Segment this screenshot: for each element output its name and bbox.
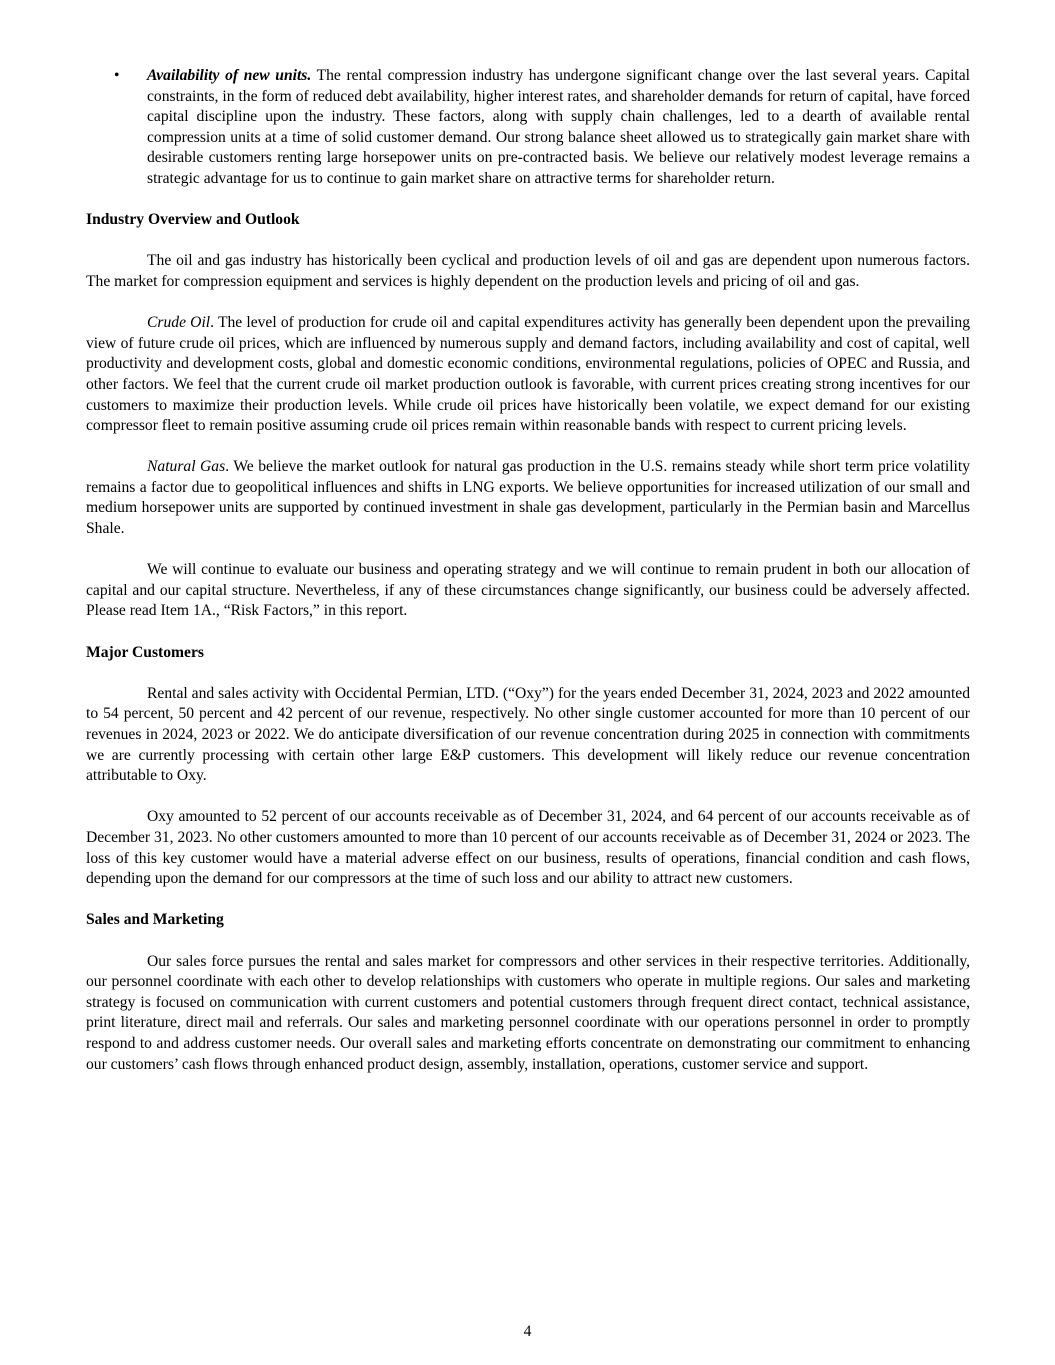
page-number: 4 — [523, 1323, 532, 1340]
crude-oil-paragraph — [86, 313, 970, 437]
bullet-text: The rental compression industry has undergone significant change over the last several years. Capital constraints, in the form of reduced debt availability, higher interest rates, and shareholder demands for return of capital, have forced capital discipline upon the industry. These factors, along with supply chain challenges, led to a dearth of available rental compression units at a time of solid customer demand. Our strong balance sheet allowed us to strategically gain market share with desirable customers renting large horsepower units on pre-contracted basis. We believe our relatively modest leverage remains a strategic advantage for us to continue to gain market share on attractive terms for shareholder return. — [147, 67, 970, 187]
section-heading-sales-marketing: Sales and Marketing — [86, 911, 224, 929]
customers-paragraph-1: Rental and sales activity with Occidental Permian, LTD. (“Oxy”) for the years ended December 31, 2024, 2023 and 2022 amounted to 54 percent, 50 percent and 42 percent of our revenue, respectively. No other single customer accounted for more than 10 percent of our revenues in 2024, 2023 or 2022. We do anticipate diversification of our revenue concentration during 2025 in connection with commitments we are currently processing with certain other large E&P customers. This development will likely reduce our revenue concentration attributable to Oxy. — [86, 684, 970, 785]
sales-paragraph: Our sales force pursues the rental and sales market for compressors and other services in their respective territories. Additionally, our personnel coordinate with each other to develop relationships with customers who operate in multiple regions. Our sales and marketing strategy is focused on communication with current customers and potential customers through frequent direct contact, technical assistance, print literature, direct mail and referrals. Our sales and marketing personnel coordinate with our operations personnel in order to promptly respond to and address customer needs. Our overall sales and marketing efforts concentrate on demonstrating our commitment to enhancing our customers’ cash flows through enhanced product design, assembly, installation, operations, customer service and support. — [86, 952, 970, 1073]
document-page — [86, 66, 970, 1075]
crude-oil-label: Crude Oil — [147, 314, 211, 332]
section-heading-major-customers: Major Customers — [86, 643, 204, 661]
bullet-paragraph — [147, 66, 970, 190]
natural-gas-paragraph — [86, 457, 970, 539]
crude-oil-text: . The level of production for crude oil and capital expenditures activity has generally been dependent upon the prevailing view of future crude oil prices, which are influenced by numerous supply and demand factors, including availability and cost of capital, well productivity and development costs, global and domestic economic conditions, environmental regulations, policies of OPEC and Russia, and other factors. We feel that the current crude oil market production outlook is favorable, with current prices creating strong incentives for our customers to maximize their production levels. While crude oil prices have historically been volatile, we expect demand for our existing compressor fleet to remain positive assuming crude oil prices remain within reasonable bands with respect to current pricing levels. — [86, 314, 971, 435]
bullet-glyph: • — [114, 67, 120, 84]
customers-paragraph-2: Oxy amounted to 52 percent of our accounts receivable as of December 31, 2024, and 64 percent of our accounts receivable as of December 31, 2023. No other customers amounted to more than 10 percent of our accounts receivable as of December 31, 2024 or 2023. The loss of this key customer would have a material adverse effect on our business, results of operations, financial condition and cash flows, depending upon the demand for our compressors at the time of such loss and our ability to attract new customers. — [86, 808, 970, 888]
natural-gas-label: Natural Gas — [147, 458, 226, 476]
bullet-heading: Availability of new units. — [147, 67, 312, 84]
industry-intro-paragraph: The oil and gas industry has historically been cyclical and production levels of oil and gas are dependent upon numerous factors. The market for compression equipment and services is highly dependent on the production levels and pricing of oil and gas. — [86, 252, 970, 290]
industry-closing-paragraph: We will continue to evaluate our business and operating strategy and we will continue to remain prudent in both our allocation of capital and our capital structure. Nevertheless, if any of these circumstances change significantly, our business could be adversely affected. Please read Item 1A., “Risk Factors,” in this report. — [86, 561, 970, 620]
natural-gas-text: . We believe the market outlook for natural gas production in the U.S. remains steady while short term price volatility remains a factor due to geopolitical influences and shifts in LNG exports. We believe opportunities for increased utilization of our small and medium horsepower units are supported by continued investment in shale gas development, particularly in the Permian basin and Marcellus Shale. — [86, 458, 970, 538]
section-heading-industry: Industry Overview and Outlook — [86, 211, 300, 229]
bullet-availability — [86, 66, 970, 190]
